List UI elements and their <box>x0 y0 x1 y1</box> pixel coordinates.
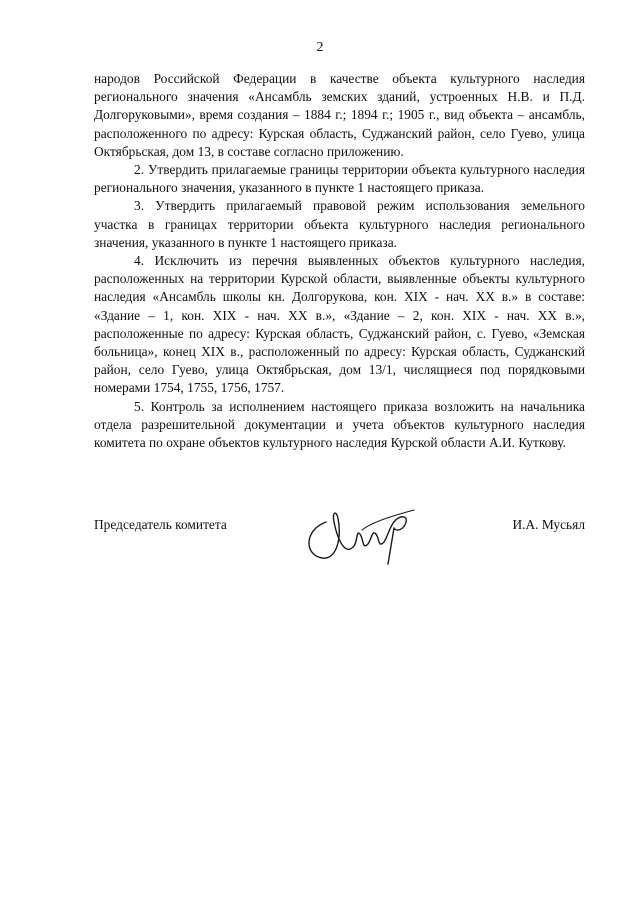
paragraph-item-2: 2. Утвердить прилагаемые границы территории объекта культурного наследия регионального значения, указанного в пункте 1 настоящего приказа. <box>94 162 585 196</box>
paragraph-continuation: народов Российской Федерации в качестве объекта культурного наследия регионального значения «Ансамбль земских зданий, устроенных Н.В. и П.Д. Долгоруковыми», время создания – 1884 г.; 1894 г.; 1905 г., вид объекта – ансамбль, расположенного по адресу: Курская область, Суджанский район, село Гуево, улица Октябрьская, дом 13, в составе согласно приложению. <box>94 71 585 159</box>
signatory-position: Председатель комитета <box>94 517 227 532</box>
paragraph-item-3: 3. Утвердить прилагаемый правовой режим использования земельного участка в границах территории объекта культурного наследия регионального значения, указанного в пункте 1 настоящего приказа. <box>94 198 585 250</box>
paragraph-item-4: 4. Исключить из перечня выявленных объектов культурного наследия, расположенных на территории Курской области, выявленные объекты культурного наследия «Ансамбль школы кн. Долгорукова, кон. XIX - нач. XX в.» в составе: «Здание – 1, кон. XIX - нач. XX в.», «Здание – 2, кон. XIX - нач. XX в.», расположенные по адресу: Курская область, Суджанский район, с. Гуево, «Земская больница», конец XIX в., расположенный по адресу: Курская область, Суджанский район, село Гуево, улица Октябрьская, дом 13/1, числящиеся под порядковыми номерами 1754, 1755, 1756, 1757. <box>94 253 585 396</box>
signature-block <box>94 500 585 570</box>
signatory-name: И.А. Мусьял <box>512 517 585 532</box>
page-number: 2 <box>316 40 324 55</box>
handwritten-signature <box>296 500 436 570</box>
paragraph-item-5: 5. Контроль за исполнением настоящего приказа возложить на начальника отдела разрешительной документации и учета объектов культурного наследия комитета по охране объектов культурного наследия Курской области А.И. Куткову. <box>94 398 585 451</box>
document-body <box>94 70 585 452</box>
